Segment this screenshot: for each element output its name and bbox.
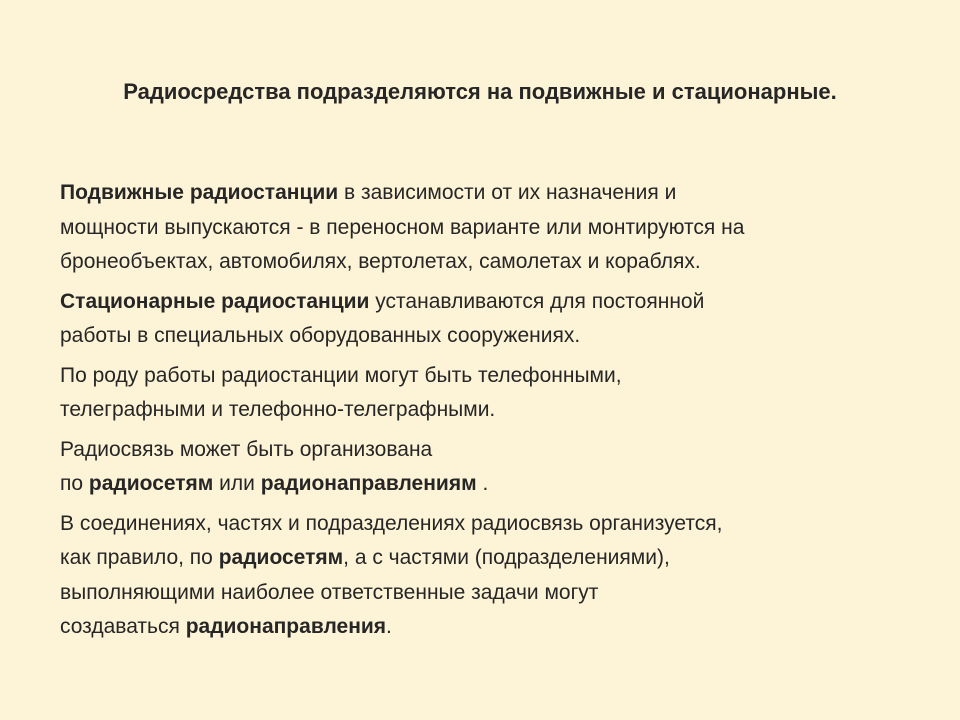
text: выполняющими наиболее ответственные задачи могут (60, 580, 599, 604)
paragraph-stationary-stations (60, 285, 920, 354)
text: в зависимости от их назначения и (338, 181, 677, 204)
paragraph-work-types (60, 359, 920, 428)
text: . (386, 615, 392, 638)
text: или (213, 472, 261, 495)
text: создаваться (60, 615, 186, 638)
text: телеграфными и телефонно-телеграфными. (60, 398, 496, 421)
slide-title: Радиосредства подразделяются на подвижные и стационарные. (123, 79, 837, 104)
term-radio-networks: радиосетям (88, 472, 214, 495)
slide-body (60, 176, 920, 650)
text: как правило, по (60, 546, 219, 569)
text: устанавливаются для постоянной (369, 289, 705, 313)
term-radio-networks: радиосетям (218, 546, 344, 569)
text: , а с частями (подразделениями), (343, 546, 670, 569)
text: работы в специальных оборудованных сооружениях. (60, 324, 581, 347)
text: Радиосвязь может быть организована (60, 437, 433, 461)
text: По роду работы радиостанции могут быть телефонными, (60, 363, 622, 387)
text: бронеобъектах, автомобилях, вертолетах, самолетах и кораблях. (60, 250, 701, 273)
term-stationary-stations: Стационарные радиостанции (60, 289, 370, 313)
text: мощности выпускаются - в переносном варианте или монтируются на (60, 215, 745, 239)
text: В соединениях, частях и подразделениях радиосвязь организуется, (60, 511, 723, 535)
term-radio-directions: радионаправлениям (260, 472, 477, 495)
paragraph-mobile-stations (60, 176, 920, 280)
text: по (60, 472, 89, 495)
term-mobile-stations: Подвижные радиостанции (60, 181, 339, 204)
paragraph-organization (60, 433, 920, 502)
text: . (476, 472, 489, 495)
paragraph-units (60, 507, 920, 645)
term-radio-directions: радионаправления (185, 615, 387, 638)
